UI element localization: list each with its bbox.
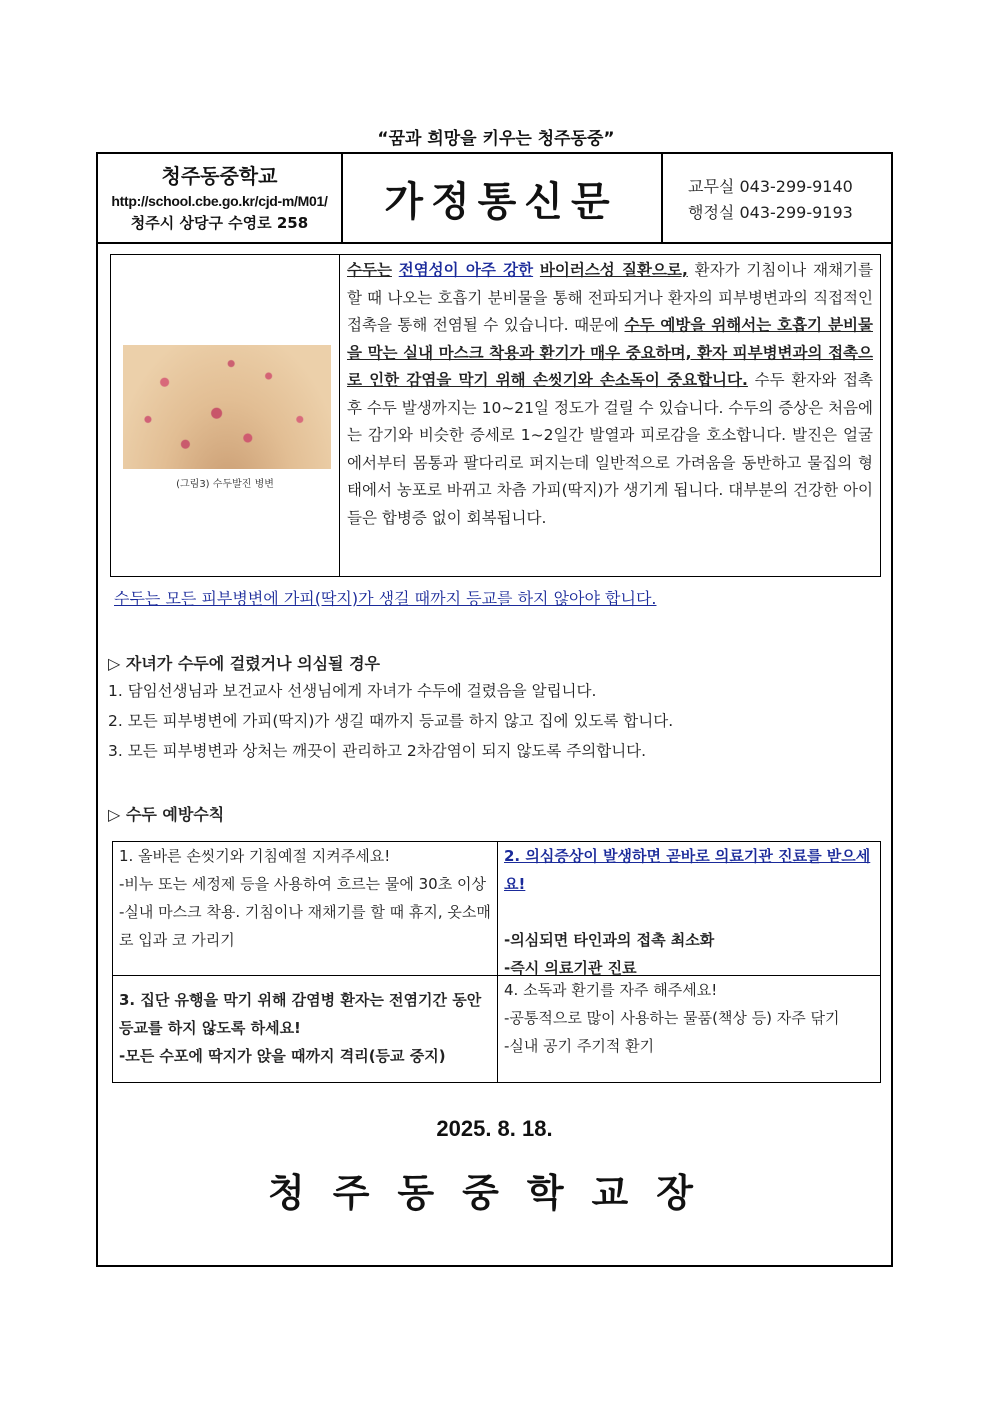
intro-box (110, 254, 881, 577)
section1-heading: ▷ 자녀가 수두에 걸렸거나 의심될 경우 (108, 654, 380, 673)
intro-prevention: 수두 예방을 위해서는 호흡기 분비물을 막는 실내 마스크 착용과 환기가 매우 중요하며, 환자 피부병변과의 접촉으로 인한 감염을 막기 위해 손씻기와 손소독이 중요합니다. (347, 316, 873, 389)
intro-disease-type: 바이러스성 질환으로, (539, 261, 688, 279)
prevention-cell-ventilation (498, 976, 880, 1082)
rash-photo (111, 255, 340, 576)
list-item: 2. 모든 피부병변에 가피(딱지)가 생길 때까지 등교를 하지 않고 집에 있도록 합니다. (108, 712, 674, 730)
cell-line: 1. 올바른 손씻기와 기침예절 지켜주세요! (119, 847, 391, 865)
slogan: “꿈과 희망을 키우는 청주동중” (377, 129, 615, 149)
intro-body-1: 환자가 기침이나 재채기를 할 때 나오는 호흡기 분비물을 통해 전파되거나 환자의 피부병변과의 직접적인 접촉을 통해 전염될 수 있습니다. 때문에 (347, 261, 873, 334)
cell-line: -즉시 의료기관 진료 (504, 959, 637, 977)
cell-line: -모든 수포에 딱지가 앉을 때까지 격리(등교 중지) (119, 1047, 446, 1065)
cell-title: 2. 의심증상이 발생하면 곧바로 의료기관 진료를 받으세요! (504, 847, 871, 893)
principal-signature: 청주동중학교장 (268, 1171, 721, 1215)
school-url[interactable]: http://school.cbe.go.kr/cjd-m/M01/ (111, 193, 328, 209)
admin-label: 행정실 (688, 203, 735, 222)
prevention-cell-handwashing (113, 842, 498, 976)
cell-line: -실내 마스크 착용. 기침이나 재채기를 할 때 휴지, 옷소매로 입과 코 가리기 (119, 903, 491, 949)
school-address: 청주시 상당구 수영로 258 (130, 214, 309, 232)
newsletter-frame (96, 152, 893, 1267)
intro-paragraph (347, 257, 873, 532)
header (98, 154, 891, 244)
intro-lead: 수두는 (347, 261, 392, 279)
intro-body-2: 수두 환자와 접촉 후 수두 발생까지는 10~21일 정도가 걸릴 수 있습니다. 수두의 증상은 처음에는 감기와 비슷한 증세로 1~2일간 발열과 피로감을 호소합니다. 발진은 얼굴에서부터 몸통과 팔다리로 퍼지는데 일반적으로 가려움을 동반하고 물집의 형태에서 농포로 바뀌고 차츰 가피(딱지)가 생기게 됩니다. 대부분의 건강한 아이들은 합병증 없이 회복됩니다. (347, 371, 874, 527)
cell-line: -공통적으로 많이 사용하는 물품(책상 등) 자주 닦기 (504, 1009, 840, 1027)
attendance-notice: 수두는 모든 피부병변에 가피(딱지)가 생길 때까지 등교를 하지 않아야 합니다. (114, 589, 657, 608)
list-item: 1. 담임선생님과 보건교사 선생님에게 자녀가 수두에 걸렸음을 알립니다. (108, 682, 597, 700)
office-label: 교무실 (688, 177, 735, 196)
cell-line: 4. 소독과 환기를 자주 해주세요! (504, 981, 718, 999)
prevention-cell-isolation (113, 976, 498, 1082)
cell-line: -비누 또는 세정제 등을 사용하여 흐르는 물에 30초 이상 (119, 875, 486, 893)
cell-line: -실내 공기 주기적 환기 (504, 1037, 655, 1055)
office-phone: 043-299-9140 (739, 177, 853, 196)
school-info (98, 154, 343, 242)
prevention-table (112, 841, 881, 1083)
school-name: 청주동중학교 (161, 164, 278, 188)
document-title: 가정통신문 (341, 154, 663, 242)
cell-line: -의심되면 타인과의 접촉 최소화 (504, 931, 715, 949)
section1-list (108, 676, 673, 766)
cell-line: 3. 집단 유행을 막기 위해 감염병 환자는 전염기간 동안 등교를 하지 않도록 하세요! (119, 991, 482, 1037)
section2-heading: ▷ 수두 예방수칙 (108, 805, 225, 824)
chickenpox-rash-image (123, 345, 331, 469)
list-item: 3. 모든 피부병변과 상처는 깨끗이 관리하고 2차감염이 되지 않도록 주의합니다. (108, 742, 647, 760)
issue-date: 2025. 8. 18. (436, 1116, 553, 1141)
image-caption: (그림3) 수두발진 병변 (176, 479, 274, 490)
admin-phone: 043-299-9193 (739, 203, 853, 222)
prevention-cell-medical (498, 842, 880, 976)
contact-info (688, 174, 853, 226)
intro-emphasis: 전염성이 아주 강한 (398, 261, 534, 279)
